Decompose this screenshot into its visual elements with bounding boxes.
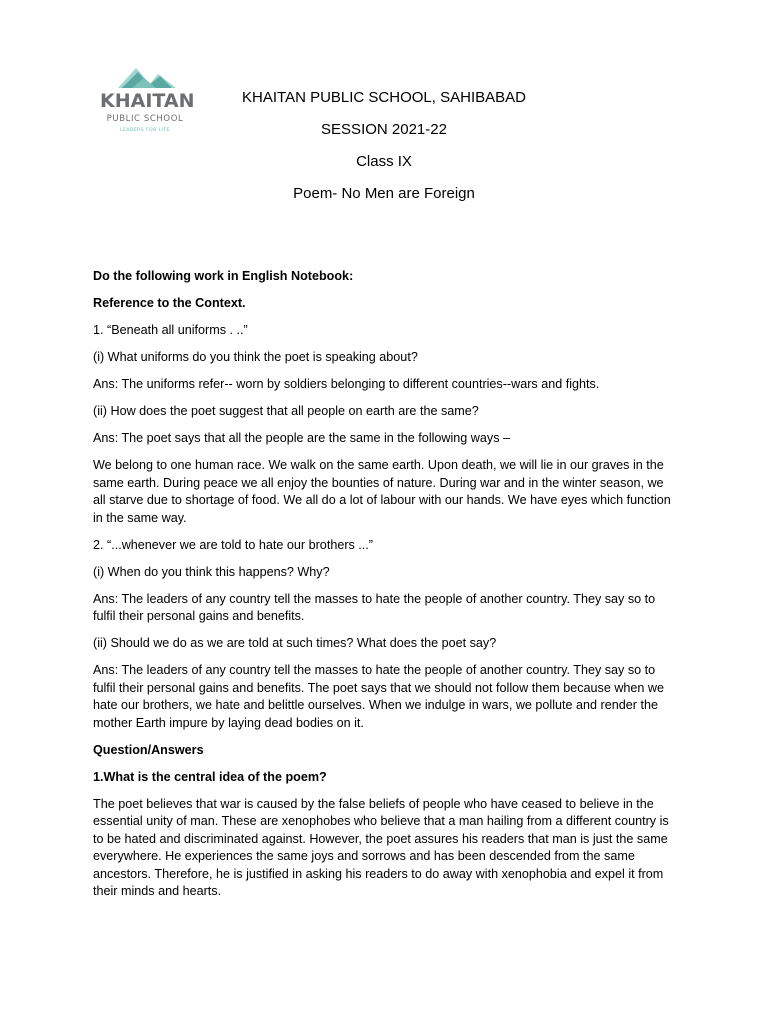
q1-ii-answer-detail: We belong to one human race. We walk on the same earth. Upon death, we will lie in our graves in the same earth. During peace we all enjoy the bounties of nature. During war and in the winter season, we all starve due to shortage of food. We all do a lot of labour with our hands. We have eyes which function in the same way. xyxy=(93,458,671,525)
document-body xyxy=(93,268,677,910)
instruction: Do the following work in English Notebook: xyxy=(93,269,354,283)
class-title: Class IX xyxy=(356,153,412,170)
poem-title: Poem- No Men are Foreign xyxy=(293,185,475,202)
q1-ii-answer: Ans: The poet says that all the people are the same in the following ways – xyxy=(93,431,511,445)
qa1-answer: The poet believes that war is caused by the false beliefs of people who have ceased to believe in the essential unity of man. These are xenophobes who believe that a man hailing from a different country is to be hated and discriminated against. However, the poet assures his readers that man is just the same everywhere. He experiences the same joys and sorrows and has been descended from the same ancestors. Therefore, he is justified in asking his readers to do away with xenophobia and expel it from their minds and hearts. xyxy=(93,796,669,898)
q1-ii-question: (ii) How does the poet suggest that all people on earth are the same? xyxy=(93,404,479,418)
q1-i-question: (i) What uniforms do you think the poet is speaking about? xyxy=(93,350,418,364)
q1-extract: 1. “Beneath all uniforms . ..” xyxy=(93,323,248,337)
q2-ii-question: (ii) Should we do as we are told at such times? What does the poet say? xyxy=(93,636,497,650)
q2-ii-answer: Ans: The leaders of any country tell the masses to hate the people of another country. They say so to fulfil their personal gains and benefits. The poet says that we should not follow them because when we hate our brothers, we hate and belittle ourselves. When we indulge in wars, we pollute and render the mother Earth impure by laying dead bodies on it. xyxy=(93,663,665,730)
mountain-logo-icon xyxy=(100,62,190,92)
session-title: SESSION 2021-22 xyxy=(321,121,447,138)
logo-tagline: LEADERS FOR LIFE xyxy=(119,128,171,133)
qa-heading: Question/Answers xyxy=(93,742,204,757)
school-logo xyxy=(100,62,195,142)
document-header xyxy=(180,88,588,216)
q2-i-question: (i) When do you think this happens? Why? xyxy=(93,564,330,579)
rtc-heading: Reference to the Context. xyxy=(93,296,246,310)
logo-subtitle: PUBLIC SCHOOL xyxy=(106,114,184,124)
logo-name: KHAITAN xyxy=(100,90,195,112)
q2-extract: 2. “...whenever we are told to hate our brothers ...” xyxy=(93,537,374,552)
q1-i-answer: Ans: The uniforms refer-- worn by soldiers belonging to different countries--wars and fights. xyxy=(93,377,600,391)
school-name: KHAITAN PUBLIC SCHOOL, SAHIBABAD xyxy=(242,89,526,106)
q2-i-answer: Ans: The leaders of any country tell the masses to hate the people of another country. They say so to fulfil their personal gains and benefits. xyxy=(93,591,656,623)
qa1-question: 1.What is the central idea of the poem? xyxy=(93,769,327,784)
